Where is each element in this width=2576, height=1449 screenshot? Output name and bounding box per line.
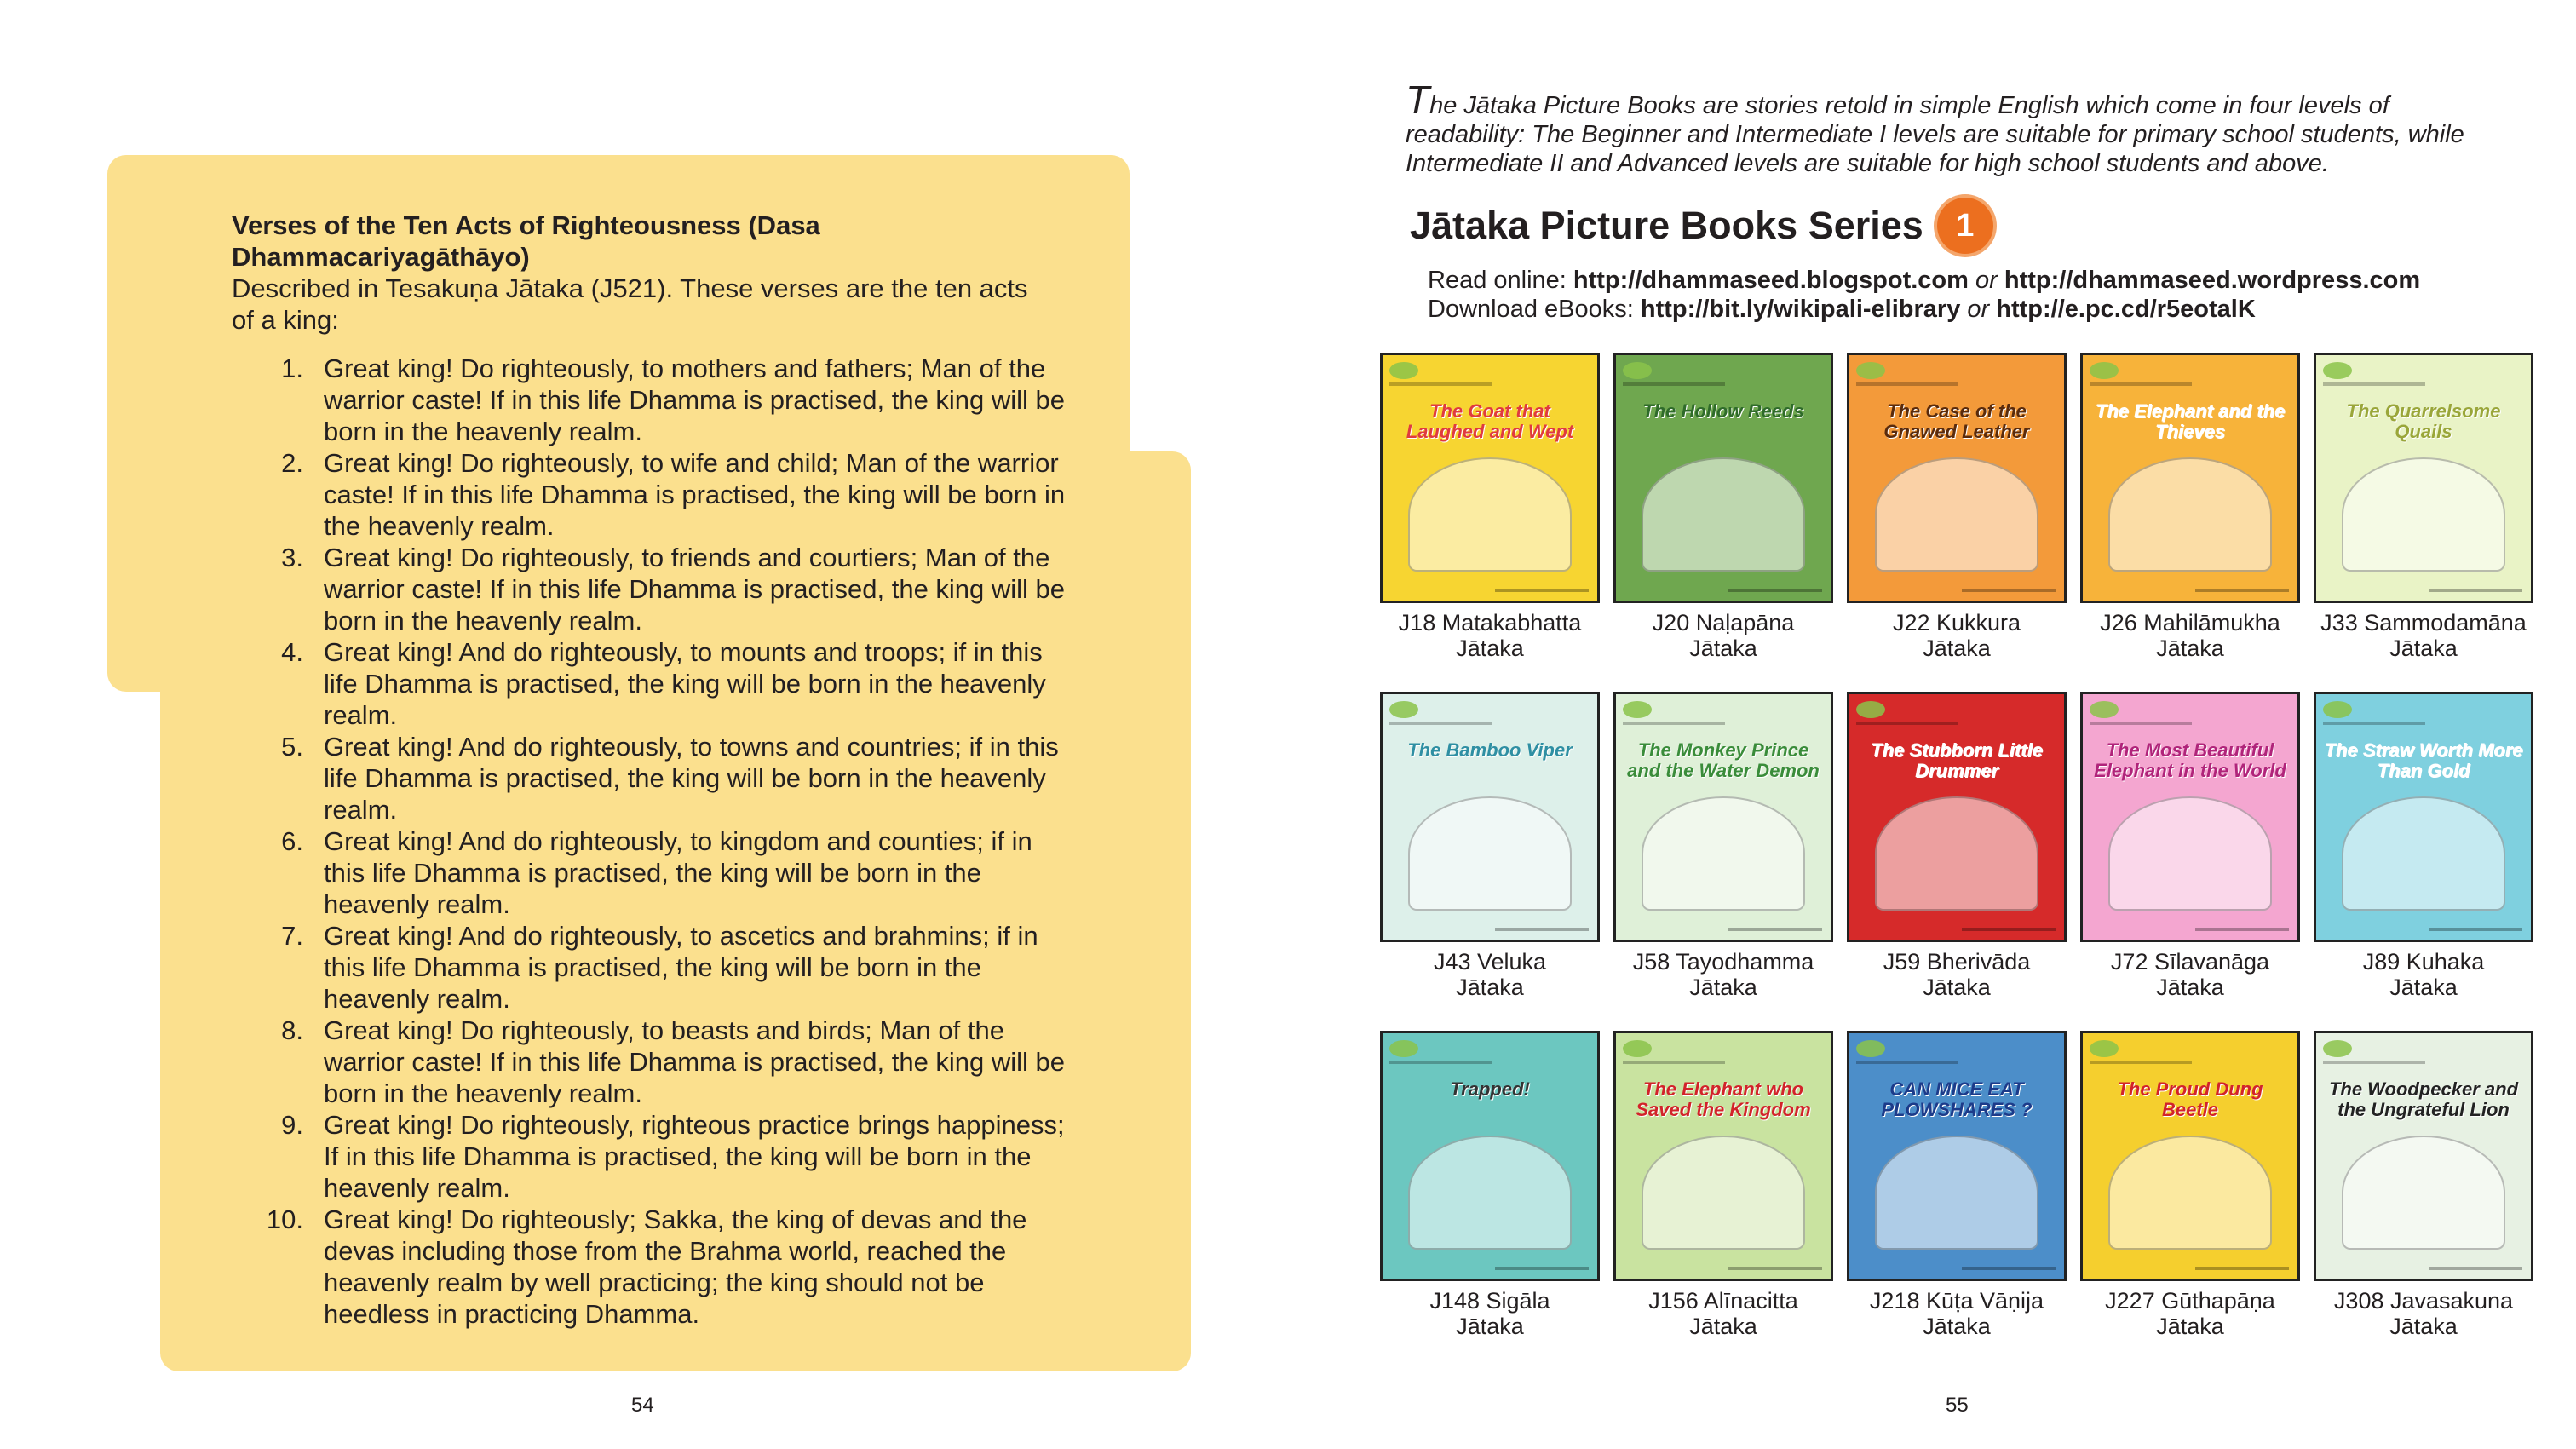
cover-header-line [1856, 382, 1958, 386]
publisher-logo-icon [2090, 362, 2119, 379]
cover-header-line [1389, 1061, 1492, 1064]
download-label: Download eBooks: [1428, 296, 1634, 323]
links-block [1428, 266, 2420, 324]
book-cover[interactable] [2080, 1031, 2300, 1281]
verse-item [232, 636, 1073, 731]
cover-illustration [1408, 457, 1572, 572]
book-caption [1653, 610, 1795, 661]
book-caption [1434, 949, 1546, 1000]
publisher-logo-icon [1856, 1040, 1885, 1057]
verse-item [232, 825, 1073, 920]
book-cover[interactable] [1380, 1031, 1600, 1281]
publisher-logo-icon [2323, 362, 2352, 379]
book-item[interactable] [2073, 353, 2307, 661]
cover-footer-line [1962, 1267, 2056, 1270]
cover-header-line [2090, 722, 2192, 725]
verse-text: Great king! Do righteously, to mothers and fathers; Man of the warrior caste! If in this life Dhamma is practised, the king will be born in the heavenly realm. [324, 354, 1066, 446]
book-cover-title: The Proud Dung Beetle [2117, 1078, 2263, 1120]
book-caption [1893, 610, 2021, 661]
publisher-logo-icon [1623, 362, 1652, 379]
intro-text: he Jātaka Picture Books are stories retold in simple English which come in four levels of readability: The Beginner and Intermediate I levels are suitable for primary school students, while Intermediate II and Advanced levels are suitable for high school students and above. [1406, 92, 2464, 177]
cover-footer-line [2429, 1267, 2522, 1270]
book-caption [2320, 610, 2527, 661]
book-cover-title: The Case of the Gnawed Leather [1883, 400, 2030, 442]
book-code: J43 Veluka [1433, 949, 1547, 975]
series-heading [1410, 198, 1993, 254]
book-caption [1648, 1288, 1798, 1339]
cover-illustration [1408, 796, 1572, 911]
verse-item [232, 1204, 1073, 1330]
book-code: J218 Kūṭa Vāṇija [1869, 1288, 2044, 1314]
book-cover[interactable] [1380, 692, 1600, 942]
verse-number: 10. [266, 1205, 303, 1234]
verses-title: Verses of the Ten Acts of Righteousness (Dasa Dhammacariyagāthāyo) [232, 210, 820, 272]
download-link-1[interactable]: http://bit.ly/wikipali-elibrary [1640, 296, 1961, 323]
read-online-line [1428, 266, 2420, 295]
series-intro [1406, 78, 2487, 178]
cover-header-line [1389, 722, 1492, 725]
book-item[interactable] [1373, 1031, 1607, 1339]
book-code: J33 Sammodamāna [2320, 610, 2527, 635]
publisher-logo-icon [2090, 701, 2119, 718]
book-cover-title: The Stubborn Little Drummer [1871, 739, 2043, 781]
cover-illustration [1875, 796, 2038, 911]
cover-footer-line [1495, 589, 1589, 592]
cover-illustration [1642, 796, 1805, 911]
verse-item [232, 1109, 1073, 1204]
book-cover[interactable] [1613, 353, 1833, 603]
cover-illustration [1875, 457, 2038, 572]
verse-text: Great king! Do righteously; Sakka, the king of devas and the devas including those from the Brahma world, reached the heavenly realm by well practicing; the king should not be heedless in practicing Dhamma. [324, 1205, 1027, 1329]
book-suffix: Jātaka [2389, 635, 2458, 661]
verse-text: Great king! And do righteously, to towns and countries; if in this life Dhamma is practised, the king will be born in the heavenly realm. [324, 732, 1059, 825]
verse-text: Great king! Do righteously, to beasts and birds; Man of the warrior caste! If in this life Dhamma is practised, the king will be born in the heavenly realm. [324, 1015, 1066, 1108]
book-caption [2363, 949, 2485, 1000]
book-cover[interactable] [1380, 353, 1600, 603]
book-suffix: Jātaka [1689, 975, 1757, 1000]
publisher-logo-icon [1389, 701, 1418, 718]
book-cover[interactable] [1613, 692, 1833, 942]
or-text-1: or [1975, 267, 1998, 294]
book-suffix: Jātaka [1923, 975, 1991, 1000]
cover-header-line [1856, 722, 1958, 725]
cover-header-line [1623, 1061, 1725, 1064]
publisher-logo-icon [1623, 1040, 1652, 1057]
book-code: J22 Kukkura [1892, 610, 2021, 635]
book-cover-title: The Elephant and the Thieves [2095, 400, 2286, 442]
verse-item [232, 353, 1073, 447]
cover-header-line [1856, 1061, 1958, 1064]
book-caption [1883, 949, 2031, 1000]
book-cover-title: The Monkey Prince and the Water Demon [1627, 739, 1820, 781]
book-cover-title: The Straw Worth More Than Gold [2324, 739, 2523, 781]
publisher-logo-icon [1856, 362, 1885, 379]
cover-illustration [2108, 1136, 2272, 1250]
book-code: J18 Matakabhatta [1398, 610, 1582, 635]
book-item[interactable] [2073, 692, 2307, 1000]
book-code: J156 Alīnacitta [1648, 1288, 1798, 1314]
book-cover-title: The Goat that Laughed and Wept [1406, 400, 1574, 442]
verse-text: Great king! And do righteously, to kingdom and counties; if in this life Dhamma is practised, the king will be born in the heavenly realm. [324, 826, 1032, 919]
book-code: J59 Bherivāda [1883, 949, 2031, 975]
cover-footer-line [2195, 589, 2289, 592]
verses-list [232, 353, 1067, 1330]
book-item[interactable] [1840, 353, 2073, 661]
book-code: J26 Mahilāmukha [2100, 610, 2280, 635]
cover-footer-line [1728, 1267, 1822, 1270]
verse-text: Great king! Do righteously, to wife and child; Man of the warrior caste! If in this life Dhamma is practised, the king will be born in the heavenly realm. [324, 448, 1066, 541]
book-item[interactable] [1607, 353, 1840, 661]
verse-text: Great king! And do righteously, to ascetics and brahmins; if in this life Dhamma is practised, the king will be born in the heavenly realm. [324, 921, 1038, 1014]
cover-illustration [1642, 1136, 1805, 1250]
book-caption [1399, 610, 1582, 661]
verse-text: Great king! Do righteously, to friends and courtiers; Man of the warrior caste! If in this life Dhamma is practised, the king will be born in the heavenly realm. [324, 543, 1066, 635]
book-caption [2105, 1288, 2275, 1339]
read-online-label: Read online: [1428, 267, 1567, 294]
book-item[interactable] [2307, 353, 2540, 661]
cover-header-line [2323, 1061, 2425, 1064]
book-code: J89 Kuhaka [2362, 949, 2485, 975]
verse-number: 4. [281, 637, 303, 667]
book-item[interactable] [1607, 1031, 1840, 1339]
book-cover-title: The Most Beautiful Elephant in the World [2094, 739, 2286, 781]
series-number-badge: 1 [1937, 198, 1993, 254]
cover-illustration [1642, 457, 1805, 572]
book-suffix: Jātaka [2156, 975, 2224, 1000]
book-item[interactable] [1840, 692, 2073, 1000]
publisher-logo-icon [1389, 1040, 1418, 1057]
book-cover-title: The Quarrelsome Quails [2346, 400, 2501, 442]
page-number-left: 54 [631, 1394, 654, 1417]
cover-header-line [1389, 382, 1492, 386]
book-grid [1373, 353, 2540, 1339]
book-caption [1429, 1288, 1550, 1339]
cover-illustration [2108, 796, 2272, 911]
verse-number: 6. [281, 826, 303, 856]
book-item[interactable] [1373, 692, 1607, 1000]
book-caption [2100, 610, 2280, 661]
cover-footer-line [1962, 589, 2056, 592]
verse-number: 2. [281, 448, 303, 478]
cover-illustration [2108, 457, 2272, 572]
verses-intro: Described in Tesakuṇa Jātaka (J521). These verses are the ten acts of a king: [232, 273, 1028, 335]
book-suffix: Jātaka [2389, 975, 2458, 1000]
publisher-logo-icon [1856, 701, 1885, 718]
verse-number: 1. [281, 354, 303, 383]
book-item[interactable] [1840, 1031, 2073, 1339]
book-code: J308 Javasakuna [2333, 1288, 2514, 1314]
verse-number: 7. [281, 921, 303, 951]
verse-item [232, 920, 1073, 1015]
verse-text: Great king! Do righteously, righteous practice brings happiness; If in this life Dhamma is practised, the king will be born in the heavenly realm. [324, 1110, 1065, 1203]
book-item[interactable] [1607, 692, 1840, 1000]
cover-illustration [1408, 1136, 1572, 1250]
book-code: J227 Gūthapāṇa [2105, 1288, 2275, 1314]
book-item[interactable] [1373, 353, 1607, 661]
book-suffix: Jātaka [1456, 975, 1524, 1000]
cover-footer-line [2195, 928, 2289, 931]
cover-header-line [1623, 382, 1725, 386]
book-cover[interactable] [2314, 353, 2533, 603]
book-item[interactable] [2307, 692, 2540, 1000]
cover-illustration [2342, 457, 2505, 572]
publisher-logo-icon [1389, 362, 1418, 379]
book-caption [2111, 949, 2269, 1000]
verse-number: 8. [281, 1015, 303, 1045]
cover-header-line [2323, 722, 2425, 725]
or-text-2: or [1967, 296, 1990, 323]
cover-illustration [2342, 796, 2505, 911]
book-cover[interactable] [1847, 1031, 2067, 1281]
verse-number: 9. [281, 1110, 303, 1140]
cover-footer-line [2195, 1267, 2289, 1270]
book-caption [2334, 1288, 2513, 1339]
verse-item [232, 447, 1073, 542]
publisher-logo-icon [2323, 701, 2352, 718]
publisher-logo-icon [2090, 1040, 2119, 1057]
cover-footer-line [1728, 589, 1822, 592]
cover-illustration [2342, 1136, 2505, 1250]
download-link-2[interactable]: http://e.pc.cd/r5eotalK [1996, 296, 2256, 323]
cover-footer-line [1728, 928, 1822, 931]
read-online-link-2[interactable]: http://dhammaseed.wordpress.com [2004, 267, 2421, 294]
book-cover[interactable] [1847, 692, 2067, 942]
verse-item [232, 1015, 1073, 1109]
book-item[interactable] [2073, 1031, 2307, 1339]
cover-footer-line [2429, 928, 2522, 931]
book-cover[interactable] [2080, 353, 2300, 603]
book-suffix: Jātaka [1456, 635, 1524, 661]
book-suffix: Jātaka [1689, 1314, 1757, 1339]
verses-section [232, 210, 1067, 1330]
book-code: J72 Sīlavanāga [2110, 949, 2270, 975]
book-suffix: Jātaka [1923, 635, 1991, 661]
publisher-logo-icon [1623, 701, 1652, 718]
verse-number: 5. [281, 732, 303, 762]
book-code: J58 Tayodhamma [1632, 949, 1814, 975]
cover-header-line [2090, 382, 2192, 386]
book-code: J20 Naḷapāna [1652, 610, 1795, 635]
book-cover[interactable] [2080, 692, 2300, 942]
book-cover-title: The Bamboo Viper [1407, 739, 1573, 761]
book-cover[interactable] [1847, 353, 2067, 603]
book-cover-title: The Woodpecker and the Ungrateful Lion [2328, 1078, 2519, 1120]
download-line [1428, 295, 2420, 324]
verse-text: Great king! And do righteously, to mounts and troops; if in this life Dhamma is practised, the king will be born in the heavenly realm. [324, 637, 1046, 730]
book-suffix: Jātaka [2156, 1314, 2224, 1339]
book-suffix: Jātaka [2389, 1314, 2458, 1339]
book-code: J148 Sigāla [1429, 1288, 1550, 1314]
book-cover[interactable] [2314, 692, 2533, 942]
series-title: Jātaka Picture Books Series [1410, 204, 1923, 247]
intro-drop-letter: T [1406, 78, 1430, 122]
book-cover[interactable] [1613, 1031, 1833, 1281]
cover-footer-line [1962, 928, 2056, 931]
page-number-right: 55 [1946, 1394, 1969, 1417]
verse-number: 3. [281, 543, 303, 572]
book-suffix: Jātaka [1923, 1314, 1991, 1339]
book-cover-title: CAN MICE EAT PLOWSHARES ? [1881, 1078, 2033, 1120]
publisher-logo-icon [2323, 1040, 2352, 1057]
book-cover[interactable] [2314, 1031, 2533, 1281]
verse-item [232, 542, 1073, 636]
book-caption [1870, 1288, 2044, 1339]
cover-header-line [2323, 382, 2425, 386]
cover-header-line [1623, 722, 1725, 725]
book-suffix: Jātaka [1689, 635, 1757, 661]
cover-header-line [2090, 1061, 2192, 1064]
book-item[interactable] [2307, 1031, 2540, 1339]
book-suffix: Jātaka [2156, 635, 2224, 661]
cover-footer-line [1495, 1267, 1589, 1270]
verse-item [232, 731, 1073, 825]
cover-footer-line [1495, 928, 1589, 931]
book-cover-title: The Hollow Reeds [1642, 400, 1804, 422]
book-cover-title: Trapped! [1450, 1078, 1530, 1100]
cover-footer-line [2429, 589, 2522, 592]
read-online-link-1[interactable]: http://dhammaseed.blogspot.com [1573, 267, 1969, 294]
cover-illustration [1875, 1136, 2038, 1250]
book-caption [1633, 949, 1814, 1000]
book-cover-title: The Elephant who Saved the Kingdom [1636, 1078, 1811, 1120]
book-suffix: Jātaka [1456, 1314, 1524, 1339]
